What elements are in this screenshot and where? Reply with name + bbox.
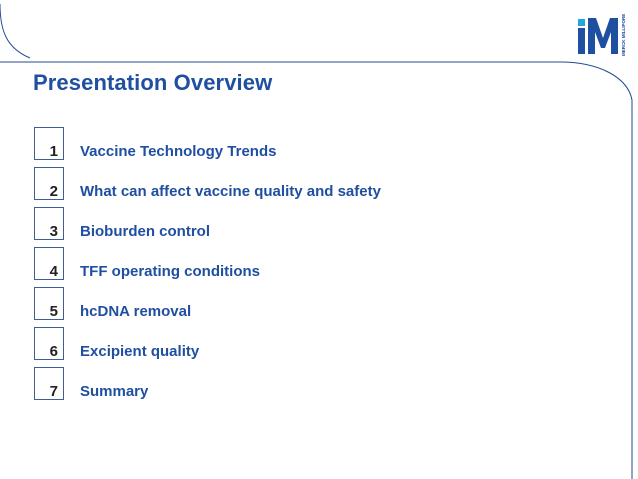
logo-m-shape — [588, 18, 618, 54]
agenda-label: Bioburden control — [80, 223, 210, 240]
agenda-item — [34, 327, 454, 367]
agenda-item — [34, 167, 454, 207]
agenda-number: 5 — [49, 303, 58, 320]
agenda-list — [34, 127, 454, 407]
agenda-item — [34, 247, 454, 287]
logo-vertical-text: MERCK MILLIPORE — [621, 13, 626, 56]
agenda-label: Vaccine Technology Trends — [80, 143, 277, 160]
agenda-item — [34, 367, 454, 407]
logo-i-stem — [578, 28, 585, 54]
agenda-item — [34, 287, 454, 327]
header-top-left-arc — [0, 4, 30, 58]
logo-i-dot — [578, 19, 585, 26]
agenda-label: TFF operating conditions — [80, 263, 260, 280]
page-title: Presentation Overview — [33, 70, 273, 95]
agenda-label: hcDNA removal — [80, 303, 192, 320]
agenda-label: Excipient quality — [80, 343, 200, 360]
agenda-number: 6 — [49, 343, 58, 360]
agenda-number: 7 — [49, 383, 58, 400]
merck-millipore-logo — [576, 10, 630, 60]
agenda-number: 1 — [49, 143, 58, 160]
agenda-label: What can affect vaccine quality and safety — [80, 183, 381, 200]
agenda-item — [34, 207, 454, 247]
agenda-number: 3 — [49, 223, 58, 240]
agenda-number: 4 — [49, 263, 58, 280]
agenda-item — [34, 127, 454, 167]
agenda-label: Summary — [80, 383, 149, 400]
agenda-number: 2 — [49, 183, 58, 200]
